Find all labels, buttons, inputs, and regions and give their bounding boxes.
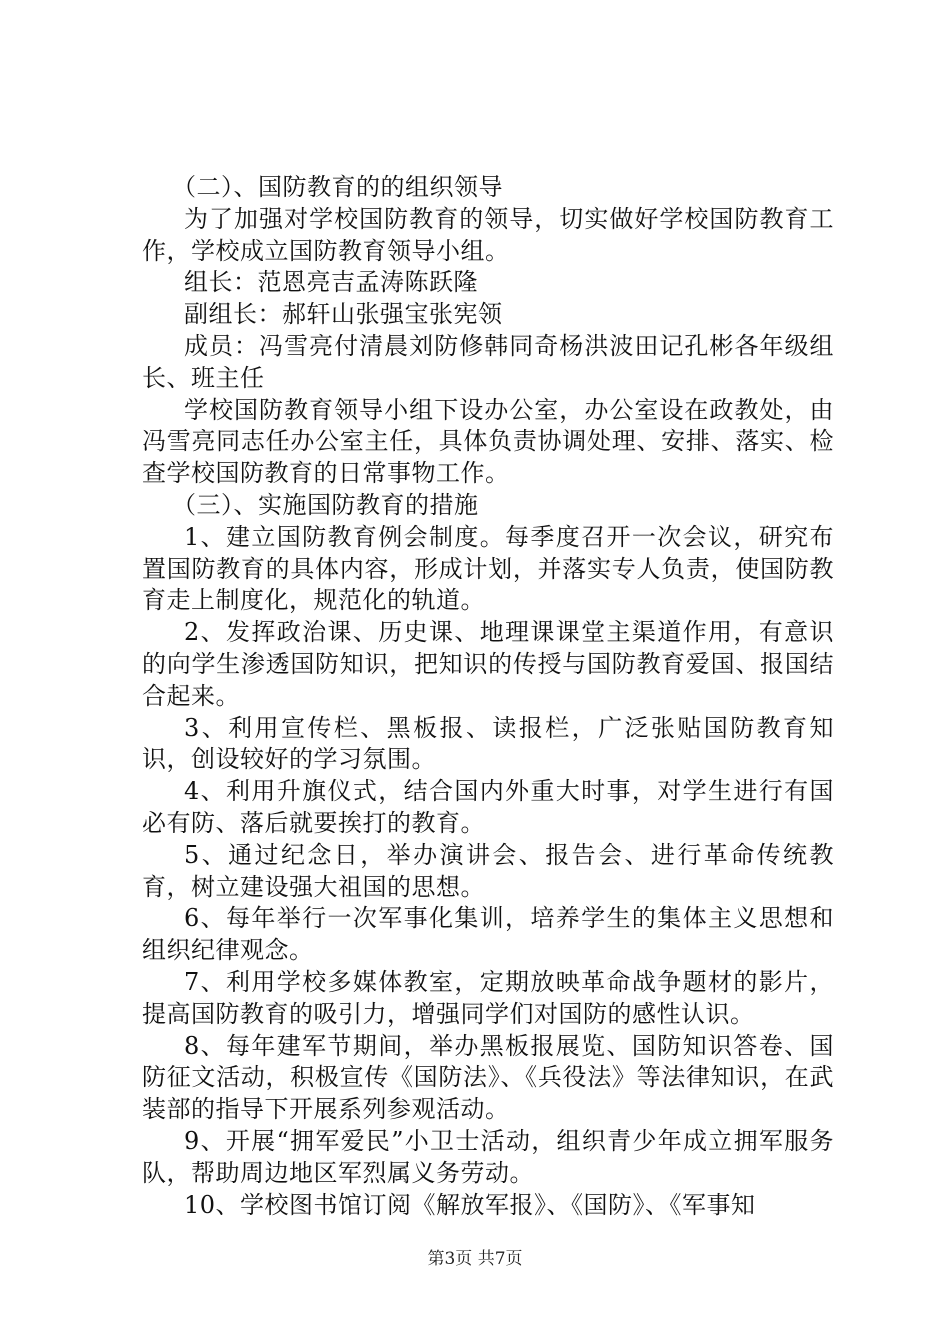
paragraph-item-1: 1、建立国防教育例会制度。每季度召开一次会议，研究布置国防教育的具体内容，形成计划，并落实专人负责，使国防教育走上制度化，规范化的轨道。 <box>142 522 834 615</box>
paragraph-item-10: 10、学校图书馆订阅《解放军报》、《国防》、《军事知 <box>184 1190 756 1219</box>
paragraph-members: 成员：冯雪亮付清晨刘防修韩同奇杨洪波田记孔彬各年级组长、班主任 <box>142 331 834 392</box>
paragraph-heading-2: （二）、国防教育的的组织领导 <box>172 173 503 201</box>
page-footer: 第3页 共7页 <box>427 1249 523 1269</box>
paragraph-item-3: 3、利用宣传栏、黑板报、读报栏，广泛张贴国防教育知识，创设较好的学习氛围。 <box>142 713 834 774</box>
document-body <box>142 172 834 1221</box>
paragraph-item-8: 8、每年建军节期间，举办黑板报展览、国防知识答卷、国防征文活动，积极宣传《国防法》、《兵役法》等法律知识，在武装部的指导下开展系列参观活动。 <box>142 1031 834 1124</box>
paragraph-item-7: 7、利用学校多媒体教室，定期放映革命战争题材的影片，提高国防教育的吸引力，增强同学们对国防的感性认识。 <box>142 967 834 1028</box>
paragraph-item-9: 9、开展“拥军爱民”小卫士活动，组织青少年成立拥军服务队，帮助周边地区军烈属义务劳动。 <box>142 1126 834 1187</box>
paragraph-item-2: 2、发挥政治课、历史课、地理课课堂主渠道作用，有意识的向学生渗透国防知识，把知识的传授与国防教育爱国、报国结合起来。 <box>142 618 834 710</box>
paragraph-item-4: 4、利用升旗仪式，结合国内外重大时事，对学生进行有国必有防、落后就要挨打的教育。 <box>142 777 834 837</box>
paragraph-heading-3: （三）、实施国防教育的措施 <box>172 490 479 519</box>
paragraph-item-6: 6、每年举行一次军事化集训，培养学生的集体主义思想和组织纪律观念。 <box>142 904 834 965</box>
paragraph-office: 学校国防教育领导小组下设办公室，办公室设在政教处，由冯雪亮同志任办公室主任，具体负责协调处理、安排、落实、检查学校国防教育的日常事物工作。 <box>142 395 834 488</box>
paragraph-intro: 为了加强对学校国防教育的领导，切实做好学校国防教育工作，学校成立国防教育领导小组。 <box>142 204 834 265</box>
paragraph-vice-leader: 副组长：郝轩山张强宝张宪领 <box>184 300 503 329</box>
paragraph-item-5: 5、通过纪念日，举办演讲会、报告会、进行革命传统教育，树立建设强大祖国的思想。 <box>142 840 834 901</box>
paragraph-leader: 组长：范恩亮吉孟涛陈跃隆 <box>184 268 478 297</box>
